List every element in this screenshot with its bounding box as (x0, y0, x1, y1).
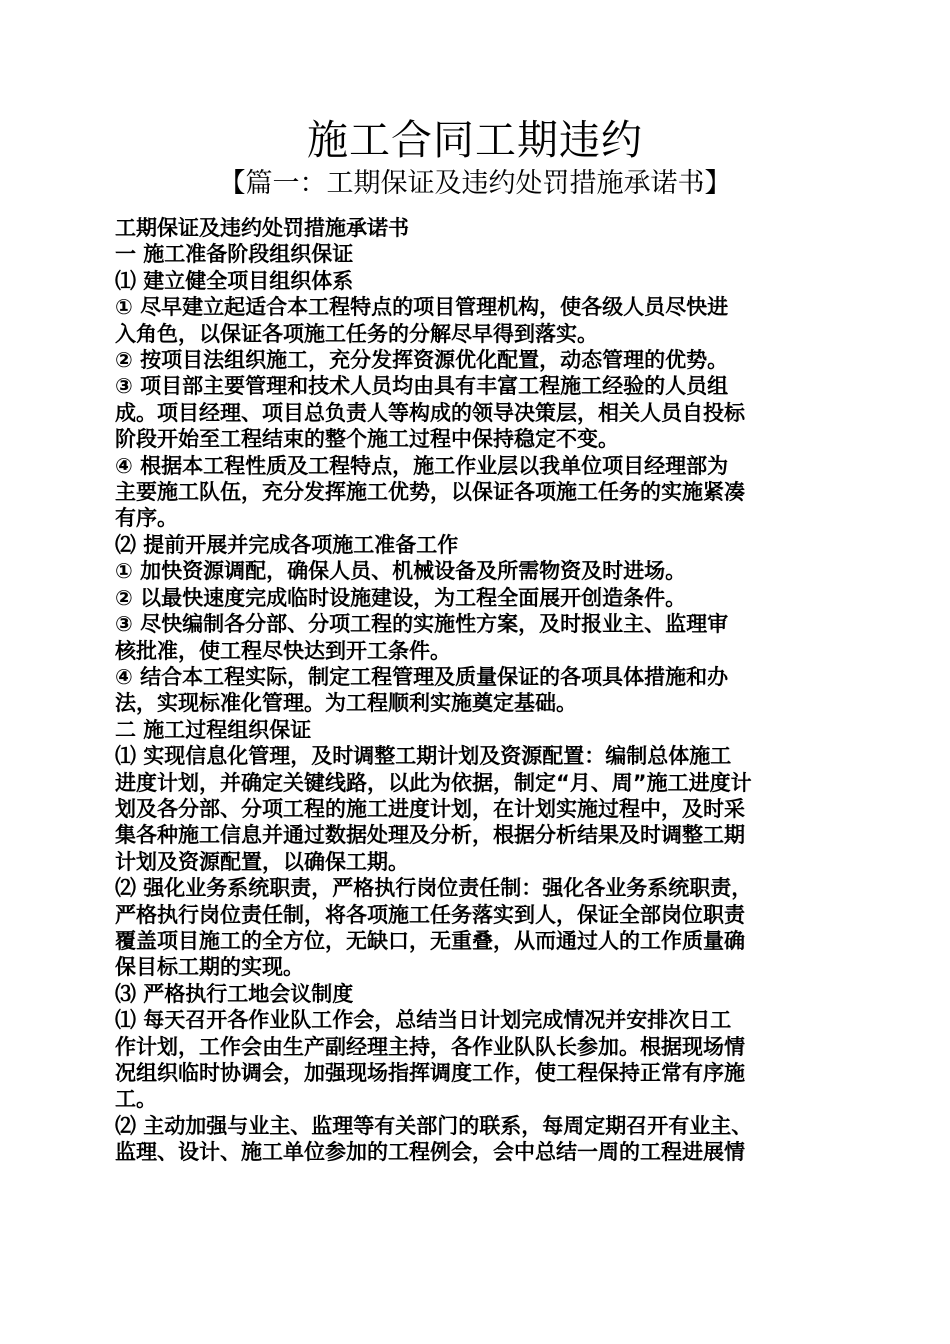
text-line: 入角色，以保证各项施工任务的分解尽早得到落实。 (115, 321, 598, 346)
heading-commitment: 工期保证及违约处罚措施承诺书 (115, 216, 409, 240)
text-line: ④ 结合本工程实际，制定工程管理及质量保证的各项具体措施和办 (115, 664, 729, 689)
text-line: 有序。 (115, 506, 178, 531)
subsection-heading: ⑴ 建立健全项目组织体系 (115, 268, 354, 293)
document-title: 施工合同工期违约 (307, 116, 643, 164)
subsection-heading: ⑵ 提前开展并完成各项施工准备工作 (115, 532, 459, 557)
text-line: 主要施工队伍，充分发挥施工优势，以保证各项施工任务的实施紧凑 (115, 480, 745, 505)
text-line: ③ 项目部主要管理和技术人员均由具有丰富工程施工经验的人员组 (115, 374, 729, 399)
section-heading-2: 二 施工过程组织保证 (115, 717, 312, 742)
section-heading-1: 一 施工准备阶段组织保证 (115, 242, 354, 267)
text-line: ⑵ 强化业务系统职责，严格执行岗位责任制：强化各业务系统职责， (115, 876, 753, 901)
text-line: ⑴ 实现信息化管理，及时调整工期计划及资源配置：编制总体施工 (115, 744, 732, 769)
text-line: 进度计划，并确定关键线路，以此为依据，制定“月、周”施工进度计 (115, 770, 752, 795)
text-line: 况组织临时协调会，加强现场指挥调度工作，使工程保持正常有序施 (115, 1061, 745, 1085)
text-line: 保目标工期的实现。 (115, 955, 304, 980)
text-line: 计划及资源配置，以确保工期。 (115, 849, 409, 874)
subsection-heading: ⑶ 严格执行工地会议制度 (115, 981, 354, 1006)
text-line: 集各种施工信息并通过数据处理及分析，根据分析结果及时调整工期 (115, 823, 745, 848)
text-line: 监理、设计、施工单位参加的工程例会，会中总结一周的工程进展情 (115, 1140, 745, 1165)
document-body (115, 215, 837, 1166)
text-line: ③ 尽快编制各分部、分项工程的实施性方案，及时报业主、监理审 (115, 612, 729, 637)
text-line: 覆盖项目施工的全方位，无缺口，无重叠，从而通过人的工作质量确 (115, 928, 745, 953)
text-line: ① 加快资源调配，确保人员、机械设备及所需物资及时进场。 (115, 559, 687, 584)
document-subtitle: 【篇一：工期保证及违约处罚措施承诺书】 (218, 168, 732, 199)
text-line: 核批准，使工程尽快达到开工条件。 (115, 638, 451, 663)
text-line: ② 按项目法组织施工，充分发挥资源优化配置，动态管理的优势。 (115, 348, 729, 373)
text-line: 成。项目经理、项目总负责人等构成的领导决策层，相关人员自投标 (115, 400, 745, 425)
text-line: ⑴ 每天召开各作业队工作会，总结当日计划完成情况并安排次日工 (115, 1008, 732, 1033)
text-line: 严格执行岗位责任制，将各项施工任务落实到人，保证全部岗位职责 (115, 902, 745, 927)
text-line: ① 尽早建立起适合本工程特点的项目管理机构，使各级人员尽快进 (115, 295, 729, 320)
text-line: 划及各分部、分项工程的施工进度计划，在计划实施过程中，及时采 (115, 796, 745, 821)
text-line: 阶段开始至工程结束的整个施工过程中保持稳定不变。 (115, 427, 619, 452)
text-line: 作计划，工作会由生产副经理主持，各作业队队长参加。根据现场情 (115, 1034, 745, 1059)
text-line: 工。 (115, 1087, 157, 1112)
text-line: ⑵ 主动加强与业主、监理等有关部门的联系，每周定期召开有业主、 (115, 1113, 753, 1138)
text-line: 法，实现标准化管理。为工程顺利实施奠定基础。 (115, 691, 577, 716)
text-line: ② 以最快速度完成临时设施建设，为工程全面展开创造条件。 (115, 585, 687, 610)
text-line: ④ 根据本工程性质及工程特点，施工作业层以我单位项目经理部为 (115, 453, 729, 478)
